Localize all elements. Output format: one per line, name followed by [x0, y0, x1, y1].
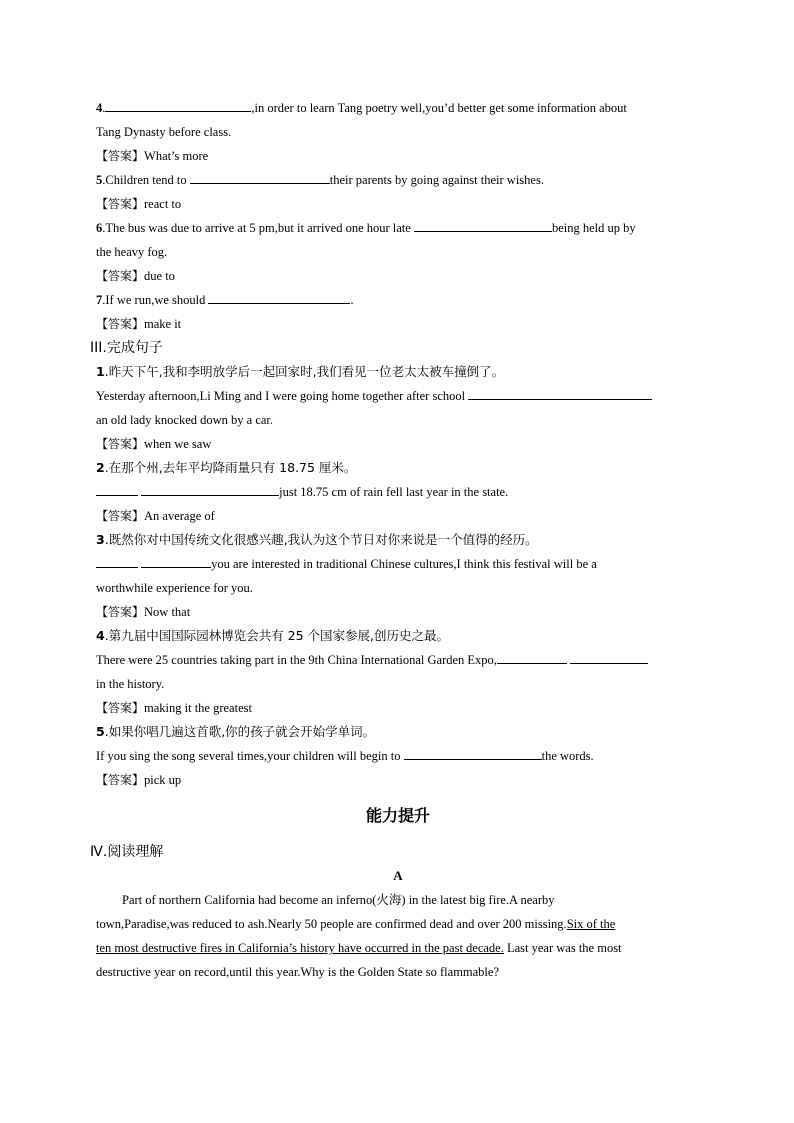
exercise-item-4: 4. ,in order to learn Tang poetry well,you’d better get some information about	[96, 96, 700, 120]
english-line: an old lady knocked down by a car.	[96, 413, 274, 427]
item-text: Children tend to	[105, 173, 190, 187]
chinese-sentence: 昨天下午,我和李明放学后一起回家时,我们看见一位老太太被车撞倒了。	[108, 364, 505, 379]
item-number: 4	[96, 628, 105, 643]
answer-blank	[96, 553, 138, 568]
item-number: 6	[96, 221, 103, 235]
answer-blank	[208, 289, 350, 304]
exercise-item-5: 5.Children tend to their parents by going against their wishes.	[96, 168, 700, 192]
section-heading: Ⅳ.阅读理解	[90, 844, 164, 860]
sentence-item-2: 2.在那个州,去年平均降雨量只有 18.75 厘米。	[96, 460, 357, 475]
sentence-item-5: 5.如果你唱几遍这首歌,你的孩子就会开始学单词。	[96, 724, 376, 739]
english-text: There were 25 countries taking part in the 9th China International Garden Expo,	[96, 653, 497, 667]
answer-blank	[105, 97, 251, 112]
english-line: in the history.	[96, 677, 165, 691]
english-text: the words.	[541, 749, 594, 763]
answer-text: Now that	[144, 605, 191, 619]
passage-label: A	[393, 868, 403, 883]
answer-line	[96, 192, 700, 216]
answer-tag: 【答案】	[96, 773, 145, 787]
english-text: you are interested in traditional Chinese cultures,I think this festival will be a	[211, 557, 597, 571]
passage-line	[96, 912, 700, 936]
answer-text: react to	[144, 197, 182, 211]
answer-line	[96, 312, 700, 336]
item-number: 2	[96, 460, 105, 475]
item-number: 7	[96, 293, 103, 307]
english-line	[96, 648, 700, 672]
item-number: 5	[96, 724, 105, 739]
item-number: 3	[96, 532, 105, 547]
answer-tag: 【答案】	[96, 149, 145, 163]
answer-blank	[404, 745, 542, 760]
underlined-sentence: ten most destructive fires in California’s history have occurred in the past decade.	[96, 941, 504, 955]
answer-tag: 【答案】	[96, 437, 145, 451]
passage-line	[96, 936, 700, 960]
item-text: The bus was due to arrive at 5 pm,but it arrived one hour late	[105, 221, 414, 235]
answer-blank	[570, 649, 648, 664]
item-number: 1	[96, 364, 105, 379]
answer-blank	[468, 385, 652, 400]
english-line: worthwhile experience for you.	[96, 581, 253, 595]
exercise-item-6: 6.The bus was due to arrive at 5 pm,but it arrived one hour late being held up by	[96, 216, 700, 240]
answer-blank	[497, 649, 567, 664]
sentence-item-3: 3.既然你对中国传统文化很感兴趣,我认为这个节日对你来说是一个值得的经历。	[96, 532, 538, 547]
item-text: ,in order to learn Tang poetry well,you’d better get some information about	[251, 101, 627, 115]
answer-blank	[414, 217, 552, 232]
item-text: their parents by going against their wishes.	[329, 173, 544, 187]
answer-line	[96, 144, 700, 168]
english-line	[96, 552, 700, 576]
answer-tag: 【答案】	[96, 269, 145, 283]
english-line	[96, 480, 700, 504]
chinese-sentence: 既然你对中国传统文化很感兴趣,我认为这个节日对你来说是一个值得的经历。	[108, 532, 538, 547]
answer-text: due to	[144, 269, 175, 283]
answer-tag: 【答案】	[96, 317, 145, 331]
item-continuation: Tang Dynasty before class.	[96, 125, 232, 139]
passage-text: Last year was the most	[503, 941, 622, 955]
item-text: If we run,we should	[105, 293, 209, 307]
answer-tag: 【答案】	[96, 605, 145, 619]
item-number: 5	[96, 173, 103, 187]
passage-line: destructive year on record,until this year.Why is the Golden State so flammable?	[96, 965, 500, 979]
section-heading: III.完成句子	[90, 340, 163, 356]
english-line	[96, 744, 700, 768]
english-text: just 18.75 cm of rain fell last year in the state.	[279, 485, 509, 499]
chinese-sentence: 第九届中国国际园林博览会共有 25 个国家参展,创历史之最。	[108, 628, 450, 643]
passage-paragraph	[96, 888, 700, 984]
exercise-item-7: 7.If we run,we should .	[96, 288, 700, 312]
answer-line	[96, 264, 700, 288]
answer-text: when we saw	[144, 437, 212, 451]
item-continuation: the heavy fog.	[96, 245, 168, 259]
answer-blank	[190, 169, 330, 184]
english-line	[96, 384, 700, 408]
passage-line: Part of northern California had become an inferno(火海) in the latest big fire.A nearby	[122, 893, 555, 907]
answer-text: make it	[144, 317, 182, 331]
answer-tag: 【答案】	[96, 197, 145, 211]
answer-tag: 【答案】	[96, 701, 145, 715]
answer-line	[96, 696, 700, 720]
answer-tag: 【答案】	[96, 509, 145, 523]
english-text: If you sing the song several times,your children will begin to	[96, 749, 404, 763]
page-title: 能力提升	[365, 806, 430, 825]
answer-blank	[96, 481, 138, 496]
chinese-sentence: 在那个州,去年平均降雨量只有 18.75 厘米。	[108, 460, 357, 475]
chinese-sentence: 如果你唱几遍这首歌,你的孩子就会开始学单词。	[108, 724, 376, 739]
item-number: 4	[96, 101, 103, 115]
passage-text: town,Paradise,was reduced to ash.Nearly 50 people are confirmed dead and over 200 missing.	[96, 917, 567, 931]
item-text: being held up by	[551, 221, 636, 235]
answer-line	[96, 432, 700, 456]
underlined-sentence: Six of the	[566, 917, 616, 931]
english-text: Yesterday afternoon,Li Ming and I were going home together after school	[96, 389, 469, 403]
answer-line	[96, 504, 700, 528]
answer-line	[96, 768, 700, 792]
answer-text: making it the greatest	[144, 701, 252, 715]
page-content	[90, 96, 700, 984]
answer-line	[96, 600, 700, 624]
item-text: .	[350, 293, 354, 307]
sentence-item-4: 4.第九届中国国际园林博览会共有 25 个国家参展,创历史之最。	[96, 628, 450, 643]
answer-blank	[141, 481, 279, 496]
answer-text: pick up	[144, 773, 182, 787]
answer-text: An average of	[144, 509, 215, 523]
answer-blank	[141, 553, 211, 568]
answer-text: What’s more	[144, 149, 209, 163]
sentence-item-1: 1.昨天下午,我和李明放学后一起回家时,我们看见一位老太太被车撞倒了。	[96, 364, 505, 379]
